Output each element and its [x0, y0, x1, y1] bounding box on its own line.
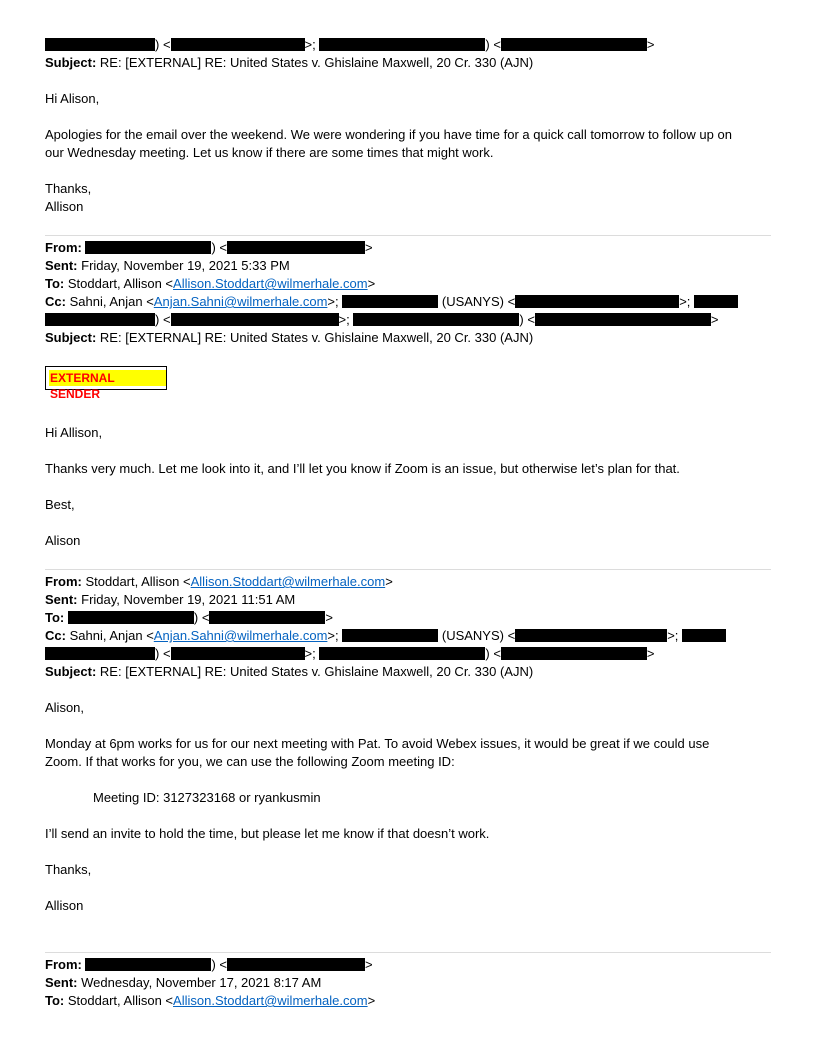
to-label: To:: [45, 276, 65, 291]
sent-line: [45, 591, 295, 609]
from-name: Stoddart, Allison <: [85, 574, 191, 589]
greeting: Hi Alison,: [45, 91, 100, 106]
subject-text: RE: [EXTERNAL] RE: United States v. Ghislaine Maxwell, 20 Cr. 330 (AJN): [99, 330, 534, 345]
redaction: [85, 958, 211, 971]
cc-line: Cc: Sahni, Anjan <Anjan.Sahni@wilmerhale.com>; (USANYS) < >;: [45, 627, 726, 645]
redaction: [227, 958, 365, 971]
divider: [45, 952, 771, 953]
cc-name: Sahni, Anjan <: [69, 628, 154, 643]
body-line: Zoom. If that works for you, we can use the following Zoom meeting ID:: [45, 754, 455, 769]
to-line: To: Stoddart, Allison <Allison.Stoddart@wilmerhale.com>: [45, 276, 376, 291]
cc-org: (USANYS) <: [441, 628, 516, 643]
signature: Allison: [45, 898, 84, 913]
redaction: [171, 313, 339, 326]
subject-label: Subject:: [45, 664, 97, 679]
cc-name: Sahni, Anjan <: [69, 294, 154, 309]
redaction: [515, 629, 667, 642]
redaction: [501, 38, 647, 51]
redaction: [45, 647, 155, 660]
from-label: From:: [45, 574, 82, 589]
redaction: [342, 629, 438, 642]
from-line: From: Stoddart, Allison <Allison.Stoddart@wilmerhale.com>: [45, 574, 393, 589]
cc-continuation: ) < >; ) < >: [45, 645, 655, 663]
redaction: [353, 313, 519, 326]
external-sender-banner: [45, 366, 167, 401]
subject-label: Subject:: [45, 330, 97, 345]
body-line: Thanks very much. Let me look into it, and I’ll let you know if Zoom is an issue, but otherwise let’s plan for that.: [45, 461, 680, 476]
recipients-continuation: ) < >; ) < >: [45, 36, 655, 54]
redaction: [45, 313, 155, 326]
sent-label: Sent:: [45, 258, 78, 273]
redaction: [342, 295, 438, 308]
from-line: From: ) < >: [45, 240, 373, 255]
signature: Alison: [45, 533, 81, 548]
closing: Best,: [45, 497, 75, 512]
redaction: [501, 647, 647, 660]
subject-text: RE: [EXTERNAL] RE: United States v. Ghislaine Maxwell, 20 Cr. 330 (AJN): [99, 664, 534, 679]
closing: Thanks,: [45, 181, 92, 196]
redaction: [515, 295, 679, 308]
subject-line: [45, 663, 533, 681]
greeting: Hi Allison,: [45, 425, 103, 440]
greeting: Alison,: [45, 700, 85, 715]
sent-date: Friday, November 19, 2021 5:33 PM: [81, 258, 290, 273]
body-line: Apologies for the email over the weekend. We were wondering if you have time for a quick call tomorrow to follow up on: [45, 127, 732, 142]
from-line: From: ) < >: [45, 957, 373, 972]
from-label: From:: [45, 240, 82, 255]
to-label: To:: [45, 993, 65, 1008]
redaction: [68, 611, 194, 624]
meeting-id: Meeting ID: 3127323168 or ryankusmin: [93, 790, 321, 805]
cc-label: Cc:: [45, 294, 66, 309]
redaction: [694, 295, 738, 308]
redaction: [171, 647, 305, 660]
to-email-link[interactable]: Allison.Stoddart@wilmerhale.com: [173, 276, 368, 291]
redaction: [85, 241, 211, 254]
cc-org: (USANYS) <: [441, 294, 516, 309]
sent-line: [45, 974, 321, 992]
cc-line: Cc: Sahni, Anjan <Anjan.Sahni@wilmerhale.com>; (USANYS) < >;: [45, 293, 738, 311]
closing: Thanks,: [45, 862, 92, 877]
to-line: To: ) < >: [45, 610, 334, 625]
cc-email-link[interactable]: Anjan.Sahni@wilmerhale.com: [153, 294, 328, 309]
from-email-link[interactable]: Allison.Stoddart@wilmerhale.com: [190, 574, 386, 589]
redaction: [209, 611, 325, 624]
subject-line: [45, 54, 533, 72]
cc-continuation: ) < >; ) < >: [45, 311, 719, 329]
body-line: I’ll send an invite to hold the time, but please let me know if that doesn’t work.: [45, 826, 490, 841]
cc-email-link[interactable]: Anjan.Sahni@wilmerhale.com: [153, 628, 328, 643]
redaction: [535, 313, 711, 326]
body-line: Monday at 6pm works for us for our next meeting with Pat. To avoid Webex issues, it would be great if we could use: [45, 736, 710, 751]
signature: Allison: [45, 199, 84, 214]
redaction: [319, 647, 485, 660]
sent-date: Wednesday, November 17, 2021 8:17 AM: [81, 975, 322, 990]
subject-label: Subject:: [45, 55, 97, 70]
body-line: our Wednesday meeting. Let us know if there are some times that might work.: [45, 145, 494, 160]
sent-date: Friday, November 19, 2021 11:51 AM: [81, 592, 296, 607]
to-label: To:: [45, 610, 65, 625]
divider: [45, 569, 771, 570]
sent-line: [45, 257, 290, 275]
to-email-link[interactable]: Allison.Stoddart@wilmerhale.com: [173, 993, 368, 1008]
subject-text: RE: [EXTERNAL] RE: United States v. Ghislaine Maxwell, 20 Cr. 330 (AJN): [99, 55, 534, 70]
sent-label: Sent:: [45, 975, 78, 990]
sent-label: Sent:: [45, 592, 78, 607]
redaction: [227, 241, 365, 254]
to-name: Stoddart, Allison <: [67, 276, 174, 291]
to-line: To: Stoddart, Allison <Allison.Stoddart@wilmerhale.com>: [45, 993, 376, 1008]
divider: [45, 235, 771, 236]
from-label: From:: [45, 957, 82, 972]
subject-line: [45, 329, 533, 347]
external-sender-label: EXTERNAL SENDER: [49, 370, 166, 386]
cc-label: Cc:: [45, 628, 66, 643]
redaction: [682, 629, 726, 642]
redaction: [319, 38, 485, 51]
redaction: [171, 38, 305, 51]
redaction: [45, 38, 155, 51]
to-name: Stoddart, Allison <: [67, 993, 174, 1008]
